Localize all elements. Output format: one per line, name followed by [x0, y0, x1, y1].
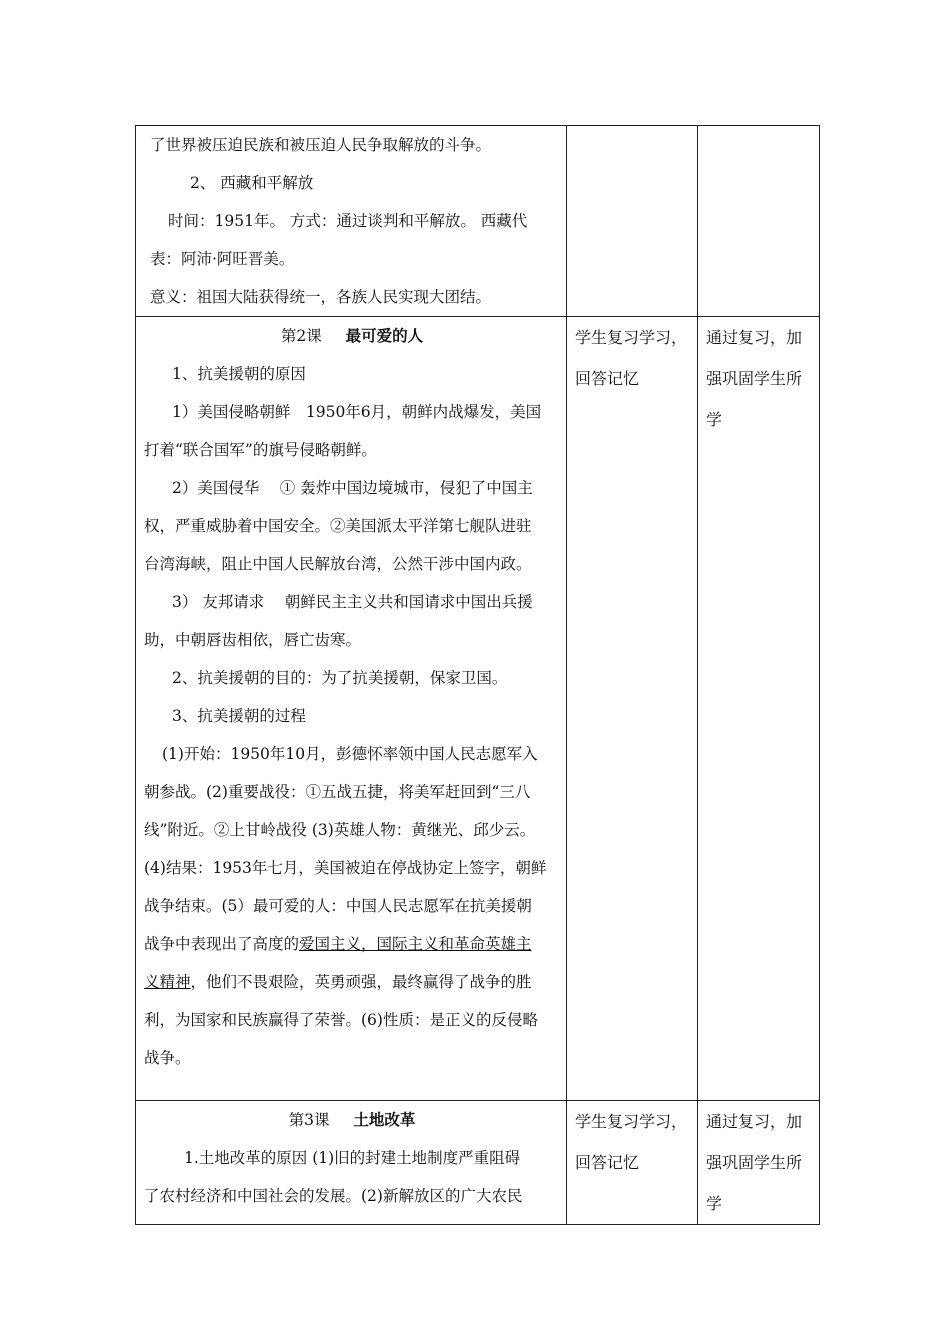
lesson-plan-table — [135, 125, 820, 1225]
text-line: 战争。 — [144, 1049, 191, 1067]
content-cell — [136, 317, 567, 1101]
student-activity-cell — [567, 317, 698, 1101]
text-line: 强巩固学生所 — [706, 369, 803, 388]
text-line: 助，中朝唇齿相依，唇亡齿寒。 — [144, 631, 362, 649]
text-line: 2、抗美援朝的目的：为了抗美援朝，保家卫国。 — [172, 669, 508, 687]
text-line: 学 — [706, 1194, 723, 1213]
content-cell — [136, 126, 567, 317]
text-line: 利，为国家和民族赢得了荣誉。(6)性质：是正义的反侵略 — [144, 1011, 538, 1029]
text-span: ，他们不畏艰险，英勇顽强，最终赢得了战争的胜 — [190, 973, 532, 991]
student-activity-cell — [567, 1101, 698, 1225]
underlined-text: 爱国主义，国际主义和革命英雄主 — [299, 935, 532, 953]
text-line: 通过复习，加 — [706, 1112, 803, 1131]
table-row — [136, 126, 820, 317]
text-line: 1）美国侵略朝鲜 1950年6月，朝鲜内战爆发，美国 — [172, 403, 542, 421]
text-line: 学生复习学习， — [575, 1112, 688, 1131]
text-line: 3） 友邦请求 朝鲜民主主义共和国请求中国出兵援 — [172, 593, 533, 611]
design-intent-cell — [698, 1101, 820, 1225]
lesson-title: 土地改革 — [353, 1110, 416, 1129]
text-line: 权，严重威胁着中国安全。②美国派太平洋第七舰队进驻 — [144, 517, 532, 535]
lesson-number: 第3课 — [288, 1111, 330, 1129]
lesson-number: 第2课 — [280, 327, 322, 345]
table-row — [136, 317, 820, 1101]
text-line: 意义：祖国大陆获得统一，各族人民实现大团结。 — [150, 288, 492, 306]
text-line: 回答记忆 — [575, 369, 640, 388]
text-line: 3、抗美援朝的过程 — [172, 707, 306, 725]
design-intent-cell — [698, 126, 820, 317]
lesson-title: 最可爱的人 — [345, 326, 424, 345]
text-line: 强巩固学生所 — [706, 1153, 803, 1172]
text-line: 线”附近。②上甘岭战役 (3)英雄人物：黄继光、邱少云。 — [144, 821, 536, 839]
text-line: 台湾海峡，阻止中国人民解放台湾，公然干涉中国内政。 — [144, 555, 532, 573]
text-span: 战争中表现出了高度的 — [144, 935, 300, 953]
text-line — [144, 963, 560, 1001]
text-line: 学生复习学习， — [575, 328, 688, 347]
text-line: 打着“联合国军”的旗号侵略朝鲜。 — [144, 441, 377, 459]
text-line: 了农村经济和中国社会的发展。(2)新解放区的广大农民 — [144, 1187, 523, 1205]
text-line: 时间：1951年。 方式：通过谈判和平解放。 西藏代 — [168, 212, 528, 230]
design-intent-cell — [698, 317, 820, 1101]
text-line: 学 — [706, 410, 723, 429]
lesson-heading — [144, 317, 560, 355]
text-line: 2、 西藏和平解放 — [190, 174, 314, 192]
lesson-heading — [144, 1101, 560, 1139]
content-cell — [136, 1101, 567, 1225]
text-line: (4)结果：1953年七月，美国被迫在停战协定上签字，朝鲜 — [144, 859, 547, 877]
text-line: 通过复习，加 — [706, 328, 803, 347]
table-row — [136, 1101, 820, 1225]
text-line — [144, 925, 560, 963]
text-line: 2）美国侵华 ① 轰炸中国边境城市，侵犯了中国主 — [172, 479, 533, 497]
text-line: 了世界被压迫民族和被压迫人民争取解放的斗争。 — [150, 136, 492, 154]
text-line: 战争结束。(5）最可爱的人：中国人民志愿军在抗美援朝 — [144, 897, 532, 915]
text-line: 朝参战。(2)重要战役：①五战五捷，将美军赶回到“三八 — [144, 783, 531, 801]
text-line: 回答记忆 — [575, 1153, 640, 1172]
text-line: 1、抗美援朝的原因 — [172, 365, 306, 383]
text-line: (1)开始：1950年10月，彭德怀率领中国人民志愿军入 — [162, 745, 538, 763]
underlined-text: 义精神 — [144, 973, 191, 991]
text-line: 表：阿沛·阿旺晋美。 — [150, 250, 295, 268]
text-line: 1.土地改革的原因 (1)旧的封建土地制度严重阻碍 — [184, 1149, 521, 1167]
student-activity-cell — [567, 126, 698, 317]
